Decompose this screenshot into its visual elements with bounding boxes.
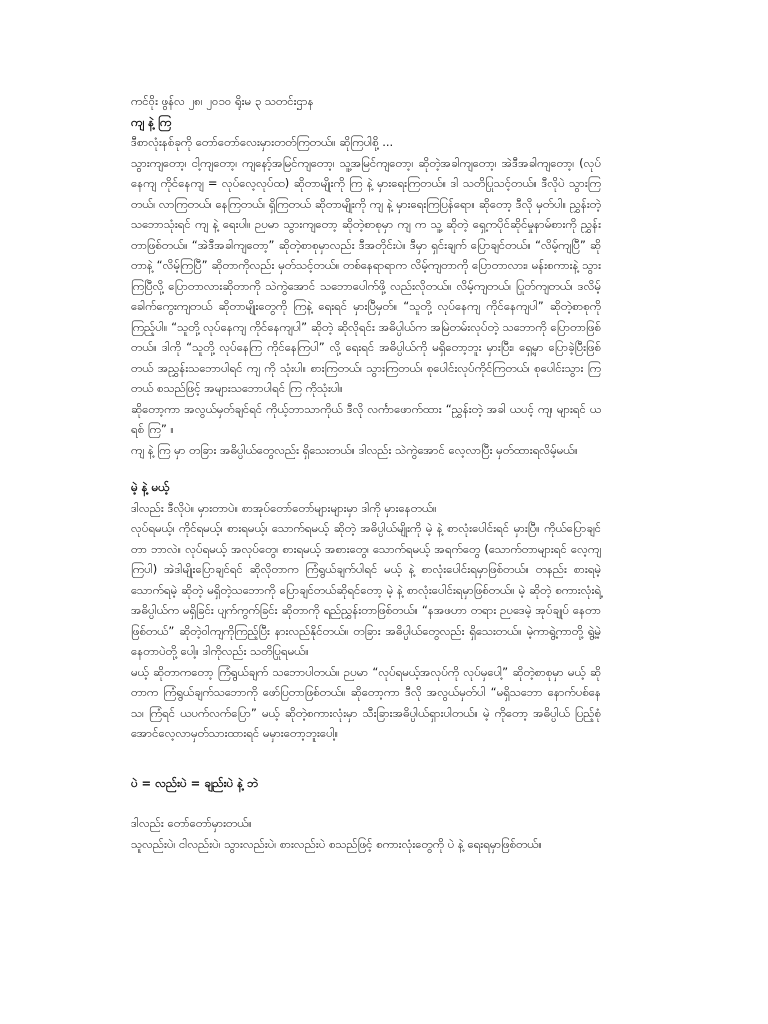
- date-line: ကင်ဝိုး ဖွန်လ ၂၈၊ ၂၀၁၀ ရိုးမ ၃ သတင်းဌာန: [131, 94, 314, 108]
- paragraph: ကျ နဲ့ ကြ မှာ တခြား အဓိပ္ပါယ်တွေလည်း ရှိသေးတယ်။ ဒါလည်း သဲကွဲအောင် လေ့လာပြီး မှတ်ထားရလိမ့်မယ်။: [131, 442, 578, 457]
- paragraph: မယ့် ဆိုတာကတော့ ကြံရွယ်ချက် သဘောပါတယ်။ ဉပမာ “လုပ်ရမယ့်အလုပ်ကို လုပ်မှပေါ့” ဆိုတဲ့စာစုမှာ မယ့် ဆိုတာက ကြံရွယ်ချက်သဘောကို ဖော်ပြတာဖြစ်တယ်။ ဆိုတော့ကာ ဒီလို အလွယ်မှတ်ပါ “မရှိသဘော နောက်ပစ်နေသ၊ ကြံရင် ယပက်လက်ပြော” မယ့် ဆိုတဲ့စကားလုံးမှာ သီးခြားအဓိပ္ပါယ်ရှားပါတယ်။ မဲ့ ကိုတော့ အဓိပ္ပါယ် ပြည့်စုံအောင်လေ့လာမှတ်သားထားရင် မမှားတော့ဘူးပေါ့။: [131, 664, 601, 740]
- paragraph: ဆိုတော့ကာ အလွယ်မှတ်ချင်ရင် ကိုယ့်ဘာသာကိုယ် ဒီလို လင်္ကာဖောက်ထား “ညွှန်းတဲ့ အခါ ယပင့် ကျ၊ များရင် ယရစ် ကြ” ။: [131, 401, 601, 436]
- paragraph: ဒီစာလုံးနစ်ခုကို တော်တော်လေးမှားတတ်ကြတယ်။ ဆိုကြပါစို့ ...: [131, 135, 394, 149]
- section-heading: ကျ နဲ့ ကြ: [131, 114, 172, 129]
- paragraph: သွားကျတော့၊ ငါ့ကျတော့၊ ကျနော့်အမြင်ကျတော့၊ သူ့အမြင်ကျတော့၊ ဆိုတဲ့အခါကျတော့၊ အဲဒီအခါကျတော့၊ (လုပ်နေကျ ကိုင်နေကျ = လုပ်လေ့လုပ်ထ) ဆိုတာမျိုးကို ကြ နဲ့ မှားရေးကြတယ်။ ဒါ သတိပြုသင့်တယ်။ ဒီလိုပဲ သွားကြတယ်၊ လာကြတယ်၊ နေကြတယ်၊ ရှိကြတယ် ဆိုတာမျိုးကို ကျ နဲ့ မှားရေးကြပြန်ရော။ ဆိုတော့ ဒီလို မှတ်ပါ။ ညွှန်းတဲ့သဘောသုံးရင် ကျ နဲ့ ရေးပါ။ ဉပမာ သွားကျတော့ ဆိုတဲ့စာစုမှာ ကျ က သူ့ ဆိုတဲ့ ရှေ့ကပိုင်ဆိုင်မှုနာမ်စားကို ညွှန်းတာဖြစ်တယ်။ “အဲဒီအခါကျတော့” ဆိုတဲ့စာစုမှာလည်း ဒီအတိုင်းပဲ။ ဒီမှာ ရှင်းချက် ပြောချင်တယ်။ “လိမ့်ကျပြီ” ဆိုတာနဲ့ “လိမ့်ကြပြီ” ဆိုတာကိုလည်း မှတ်သင့်တယ်။ တစ်နေရာရာက လိမ့်ကျတာကို ပြောတာလား၊ မန်းစကားနဲ့ သွားကြပြီလို့ ပြောတာလားဆိုတာကို သဲကွဲအောင် သဘောပေါက်ဖို့ လည်းလိုတယ်။ လိမ့်ကျတယ်၊ ပြုတ်ကျတယ်၊ ဒလိမ့်ခေါက်ကွေးကျတယ် ဆိုတာမျိုးတွေကို ကြနဲ့ ရေးရင် မှားပြီမှတ်။ “သူတို့ လုပ်နေကျ ကိုင်နေကျပါ” ဆိုတဲ့စာစုကိုကြည့်ပါ။ “သူတို့ လုပ်နေကျ ကိုင်နေကျပါ” ဆိုတဲ့ ဆိုလိုရင်း အဓိပ္ပါယ်က အမြဲတမ်းလုပ်တဲ့ သဘောကို ပြောတာဖြစ်တယ်။ ဒါကို “သူတို့ လုပ်နေကြ ကိုင်နေကြပါ” လို့ ရေးရင် အဓိပ္ပါယ်ကို မရှိတော့ဘူး မှားပြီး၊ ရှေ့မှာ ပြောခဲ့ပြီးဖြစ်တယ် အညွှန်းသဘောပါရင် ကျ ကို သုံးပါ။ စားကြတယ်၊ သွားကြတယ်၊ စုပေါင်းလုပ်ကိုင်ကြတယ်၊ စုပေါင်းသွား ကြတယ် စသည်ဖြင့် အများသဘောပါရင် ကြ ကိုသုံးပါ။: [131, 155, 601, 395]
- section-heading: မဲ့ နဲ့ မယ့်: [131, 480, 170, 494]
- paragraph: ဒါလည်း တော်တော်မှားတယ်။: [131, 816, 252, 830]
- article-body: [131, 91, 601, 854]
- paragraph: သူလည်းပဲ၊ ငါလည်းပဲ၊ သွားလည်းပဲ၊ စားလည်းပဲ စသည်ဖြင့် စကားလုံးတွေကို ပဲ နဲ့ ရေးရမှာဖြစ်တယ်။: [131, 836, 542, 851]
- section-heading: ပဲ = လည်းပဲ = ချည်းပဲ နဲ့ ဘဲ: [131, 775, 259, 790]
- paragraph: လုပ်ရမယ့်၊ ကိုင်ရမယ့်၊ စားရမယ့်၊ သောက်ရမယ့် ဆိုတဲ့ အဓိပ္ပါယ်မျိုးကို မဲ့ နဲ့ စာလုံးပေါင်းရင် မှားပြီ။ ကိုယ်ပြောချင်တာ ဘာလဲ။ လုပ်ရမယ့် အလုပ်တွေ၊ စားရမယ့် အစားတွေ၊ သောက်ရမယ့် အရက်တွေ (သောက်တာများရင် လေ့ကျကြပါ) အဲဒါမျိုးပြောချင်ရင် ဆိုလိုတာက ကြံရွယ်ချက်ပါရင် မယ့် နဲ့ စာလုံးပေါင်းရမှာဖြစ်တယ်။ တနည်း စားရမဲ့ သောက်ရမဲ့ ဆိုတဲ့ မရှိတဲ့သဘောကို ပြောချင်တယ်ဆိုရင်တော့ မဲ့ နဲ့ စာလုံးပေါင်းရမှာဖြစ်တယ်။ မဲ့ ဆိုတဲ့ စကားလုံးရဲ့ အဓိပ္ပါယ်က မရှိခြင်း ပျက်ကွက်ခြင်း ဆိုတာကို ရည်ညွှန်းတာဖြစ်တယ်။ “နအဖဟာ တရား ဉပဒေမဲ့ အုပ်ချုပ် နေတာဖြစ်တယ်” ဆိုတဲ့ဝါကျကိုကြည့်ပြီး နားလည်နိုင်တယ်။ တခြား အဓိပ္ပါယ်တွေလည်း ရှိသေးတယ်။ မဲ့ကာရွဲ့ကာတို့ ရွဲ့မဲ့နေတာပဲတို့ ပေါ့။ ဒါကိုလည်း သတိပြုရမယ်။: [131, 521, 601, 658]
- paragraph: ဒါလည်း ဒီလိုပဲ။ မှားတာပဲ။ စာအုပ်တော်တော်များများမှာ ဒါကို မှားနေတယ်။: [131, 500, 437, 515]
